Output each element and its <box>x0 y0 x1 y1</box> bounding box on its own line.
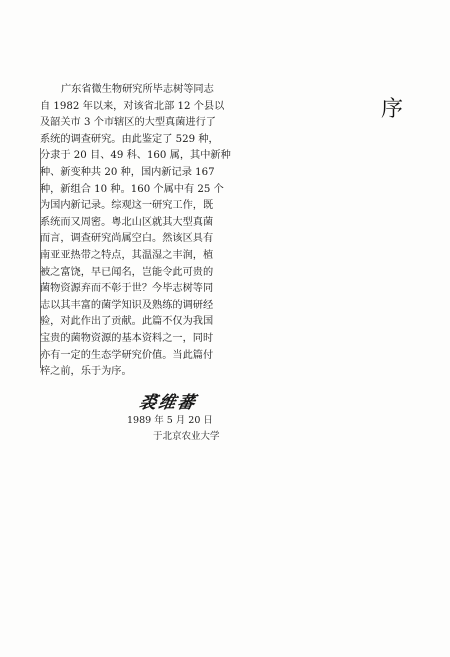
body-line: 种，新组合 10 种。160 个属中有 25 个 <box>40 183 224 195</box>
body-line: 而言，调查研究尚属空白。然该区具有 <box>40 233 214 245</box>
body-line: 及韶关市 3 个市辖区的大型真菌进行了 <box>40 117 216 129</box>
body-line: 菌物资源弃而不彰于世？今毕志树等同 <box>40 283 214 295</box>
body-line: 被之富饶，早已闻名，岂能令此可贵的 <box>40 266 214 278</box>
body-line: 系统的调查研究。由此鉴定了 529 种， <box>40 133 219 145</box>
author-signature: 裘维蕃 <box>137 393 199 413</box>
body-line: 亦有一定的生态学研究价值。当此篇付 <box>40 349 214 361</box>
body-line: 志以其丰富的菌学知识及熟练的调研经 <box>40 299 214 311</box>
preface-body <box>40 82 340 381</box>
body-line: 系统而又周密。粤北山区就其大型真菌 <box>40 216 214 228</box>
preface-heading: 序 <box>381 97 405 122</box>
body-line: 广东省微生物研究所毕志树等同志 <box>61 84 214 95</box>
body-line: 为国内新记录。综观这一研究工作，既 <box>40 200 214 212</box>
body-line: 宝贵的菌物资源的基本资料之一，同时 <box>40 332 214 344</box>
signing-place: 于北京农业大学 <box>153 431 220 442</box>
signing-date: 1989 年 5 月 20 日 <box>127 415 213 426</box>
body-line: 分隶于 20 目、49 科、160 属，其中新种 <box>40 150 231 162</box>
body-line: 自 1982 年以来，对该省北部 12 个县以 <box>40 100 225 112</box>
body-line: 验，对此作出了贡献。此篇不仅为我国 <box>40 316 214 328</box>
body-line: 种、新变种共 20 种，国内新记录 167 <box>40 166 215 178</box>
body-line: 梓之前，乐于为序。 <box>40 366 132 378</box>
body-line: 南亚亚热带之特点，其温湿之丰润，植 <box>40 249 214 261</box>
